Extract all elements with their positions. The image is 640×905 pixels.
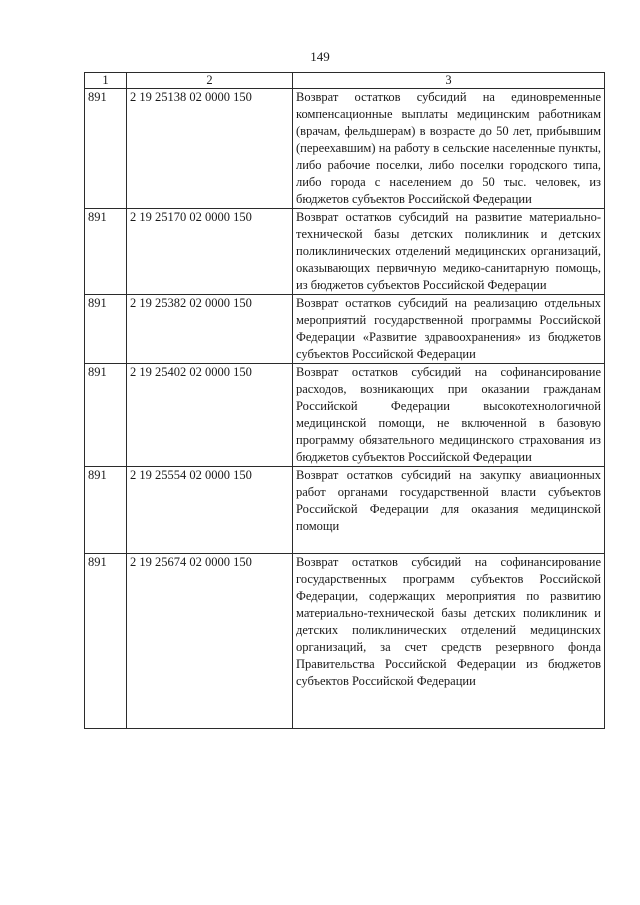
column-header-2: 2 (127, 73, 293, 89)
admin-code-cell: 891 (85, 209, 127, 295)
budget-code-cell: 2 19 25402 02 0000 150 (127, 364, 293, 467)
description-cell: Возврат остатков субсидий на закупку авиационных работ органами государственной власти субъектов Российской Федерации для оказания медицинской помощи (293, 467, 605, 554)
table-row (85, 295, 605, 364)
table-row (85, 209, 605, 295)
description-cell: Возврат остатков субсидий на софинансирование государственных программ субъектов Российской Федерации, содержащих мероприятия по развитию материально-технической базы детских поликлиник и детских поликлинических отделений медицинских организаций, за счет средств резервного фонда Правительства Российской Федерации из бюджетов субъектов Российской Федерации (293, 554, 605, 729)
budget-code-cell: 2 19 25170 02 0000 150 (127, 209, 293, 295)
description-cell: Возврат остатков субсидий на развитие материально-технической базы детских поликлиник и детских поликлинических отделений медицинских организаций, оказывающих первичную медико-санитарную помощь, из бюджетов субъектов Российской Федерации (293, 209, 605, 295)
table-header-row (85, 73, 605, 89)
admin-code-cell: 891 (85, 89, 127, 209)
budget-code-cell: 2 19 25138 02 0000 150 (127, 89, 293, 209)
page-number: 149 (310, 49, 330, 64)
budget-code-cell: 2 19 25674 02 0000 150 (127, 554, 293, 729)
budget-code-cell: 2 19 25382 02 0000 150 (127, 295, 293, 364)
table-row (85, 554, 605, 729)
admin-code-cell: 891 (85, 295, 127, 364)
budget-code-cell: 2 19 25554 02 0000 150 (127, 467, 293, 554)
admin-code-cell: 891 (85, 554, 127, 729)
description-cell: Возврат остатков субсидий на реализацию отдельных мероприятий государственной программы Российской Федерации «Развитие здравоохранения» из бюджетов субъектов Российской Федерации (293, 295, 605, 364)
column-header-1: 1 (85, 73, 127, 89)
admin-code-cell: 891 (85, 467, 127, 554)
table-row (85, 89, 605, 209)
description-cell: Возврат остатков субсидий на единовременные компенсационные выплаты медицинским работникам (врачам, фельдшерам) в возрасте до 50 лет, прибывшим (переехавшим) на работу в сельские населенные пункты, либо рабочие поселки, либо поселки городского типа, либо города с населением до 50 тыс. человек, из бюджетов субъектов Российской Федерации (293, 89, 605, 209)
table-row (85, 467, 605, 554)
table-row (85, 364, 605, 467)
description-cell: Возврат остатков субсидий на софинансирование расходов, возникающих при оказании гражданам Российской Федерации высокотехнологичной медицинской помощи, не включенной в базовую программу обязательного медицинского страхования из бюджетов субъектов Российской Федерации (293, 364, 605, 467)
column-header-3: 3 (293, 73, 605, 89)
admin-code-cell: 891 (85, 364, 127, 467)
budget-codes-table (84, 72, 605, 729)
